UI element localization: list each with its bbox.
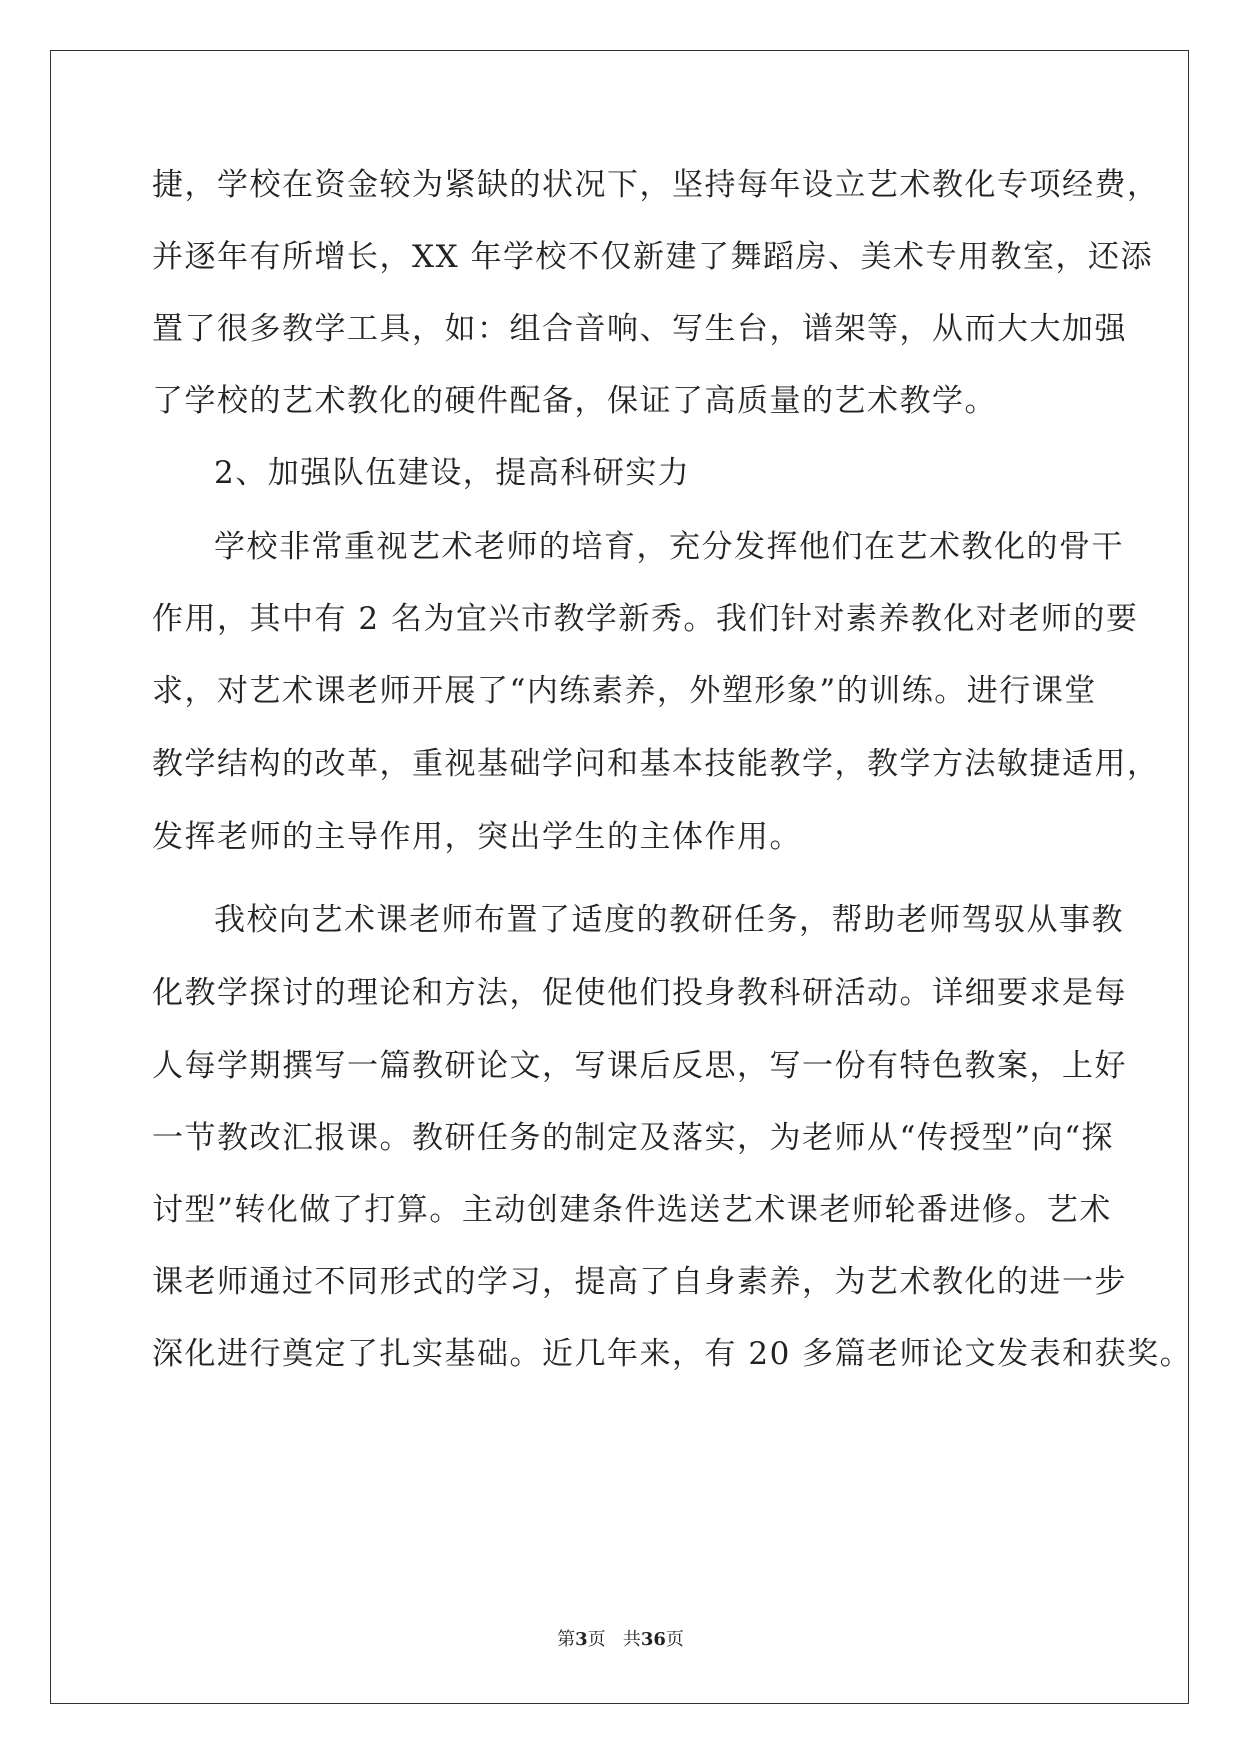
text-line: 了学校的艺术教化的硬件配备，保证了高质量的艺术教学。 xyxy=(152,383,997,419)
text-line: 课老师通过不同形式的学习，提高了自身素养，为艺术教化的进一步 xyxy=(152,1264,1127,1300)
text-line: 讨型”转化做了打算。主动创建条件选送艺术课老师轮番进修。艺术 xyxy=(152,1192,1112,1228)
text-line: 置了很多教学工具，如：组合音响、写生台，谱架等，从而大大加强 xyxy=(152,311,1127,347)
text-line: 发挥老师的主导作用，突出学生的主体作用。 xyxy=(152,819,802,855)
text-line: 求，对艺术课老师开展了“内练素养，外塑形象”的训练。进行课堂 xyxy=(152,673,1097,709)
text-line: 捷，学校在资金较为紧缺的状况下，坚持每年设立艺术教化专项经费， xyxy=(152,167,1160,203)
text-line: 作用，其中有 2 名为宜兴市教学新秀。我们针对素养教化对老师的要 xyxy=(152,601,1139,637)
total-pages-number: 36 xyxy=(640,1629,666,1650)
footer-page-suffix: 页 xyxy=(587,1629,606,1650)
text-line: 学校非常重视艺术老师的培育，充分发挥他们在艺术教化的骨干 xyxy=(214,529,1124,565)
text-line: 一节教改汇报课。教研任务的制定及落实，为老师从“传授型”向“探 xyxy=(152,1120,1115,1156)
text-line: 并逐年有所增长，XX 年学校不仅新建了舞蹈房、美术专用教室，还添 xyxy=(152,239,1153,275)
page-border xyxy=(50,50,1189,1704)
text-line: 教学结构的改革，重视基础学问和基本技能教学，教学方法敏捷适用， xyxy=(152,746,1160,782)
text-line: 深化进行奠定了扎实基础。近几年来，有 20 多篇老师论文发表和获奖。 xyxy=(152,1336,1193,1372)
text-line: 人每学期撰写一篇教研论文，写课后反思，写一份有特色教案，上好 xyxy=(152,1048,1127,1084)
page-footer xyxy=(0,1628,1241,1652)
section-heading: 2、加强队伍建设，提高科研实力 xyxy=(214,455,691,491)
text-line: 化教学探讨的理论和方法，促使他们投身教科研活动。详细要求是每 xyxy=(152,975,1127,1011)
footer-prefix: 第 xyxy=(557,1629,576,1650)
current-page-number: 3 xyxy=(575,1629,588,1650)
text-line: 我校向艺术课老师布置了适度的教研任务，帮助老师驾驭从事教 xyxy=(214,902,1124,938)
footer-total-prefix: 共 xyxy=(622,1629,641,1650)
footer-total-suffix: 页 xyxy=(665,1629,684,1650)
